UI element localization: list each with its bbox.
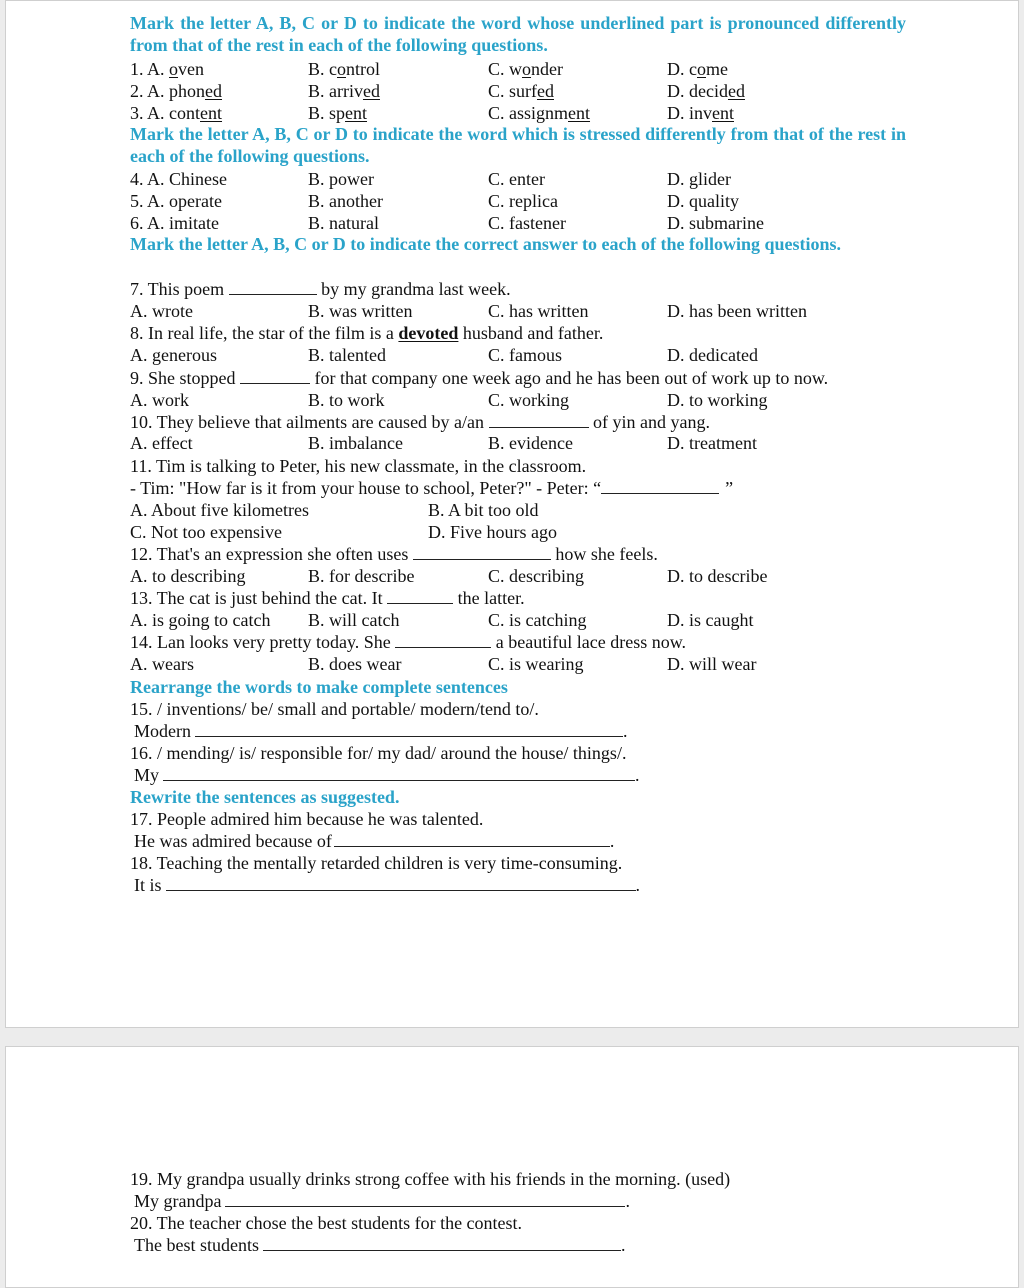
q8-option-d: D. dedicated: [667, 345, 758, 365]
answer-blank[interactable]: [387, 587, 453, 604]
answer-line[interactable]: [225, 1190, 625, 1207]
question-14-options: [130, 653, 930, 675]
q14-option-b: B. does wear: [308, 654, 402, 674]
q4-option-c: C. enter: [488, 169, 545, 189]
question-15-answer: Modern .: [134, 721, 628, 741]
q1-option-a: 1. A. oven: [130, 59, 205, 79]
q4-option-d: D. glider: [667, 169, 731, 189]
q1-option-b: B. control: [308, 59, 380, 79]
q12-option-c: C. describing: [488, 566, 584, 586]
question-20-answer: The best students .: [134, 1235, 626, 1255]
answer-blank[interactable]: [240, 367, 310, 384]
q13-option-d: D. is caught: [667, 610, 754, 630]
q1-option-d: D. come: [667, 59, 728, 79]
question-6: [130, 212, 930, 234]
question-17-stem: 17. People admired him because he was talented.: [130, 809, 484, 829]
q7-option-c: C. has written: [488, 301, 589, 321]
q11-option-b: B. A bit too old: [428, 500, 539, 520]
answer-blank[interactable]: [413, 543, 551, 560]
worksheet-page-2: [5, 1046, 1019, 1288]
question-19-stem: 19. My grandpa usually drinks strong coffee with his friends in the morning. (used): [130, 1169, 731, 1189]
q9-option-c: C. working: [488, 390, 569, 410]
section-heading-stress: Mark the letter A, B, C or D to indicate the word which is stressed differently from that of the rest in each of the following questions.: [130, 124, 906, 166]
answer-blank[interactable]: [601, 477, 719, 494]
q14-option-a: A. wears: [130, 654, 194, 674]
section-heading-rewrite: Rewrite the sentences as suggested.: [130, 787, 400, 807]
question-12-stem: 12. That's an expression she often uses how she feels.: [130, 544, 658, 564]
q12-option-b: B. for describe: [308, 566, 415, 586]
question-10-options: [130, 432, 930, 454]
question-16-answer: My .: [134, 765, 640, 785]
question-7-options: [130, 300, 930, 322]
question-18-stem: 18. Teaching the mentally retarded children is very time-consuming.: [130, 853, 623, 873]
question-8-options: [130, 344, 930, 366]
section-heading-rearrange: Rearrange the words to make complete sentences: [130, 677, 508, 697]
q10-option-d: D. treatment: [667, 433, 757, 453]
q3-option-d: D. invent: [667, 103, 734, 123]
q3-option-b: B. spent: [308, 103, 368, 123]
q2-option-a: 2. A. phoned: [130, 81, 223, 101]
answer-line[interactable]: [166, 874, 636, 891]
question-12-options: [130, 565, 930, 587]
question-4: [130, 168, 930, 190]
q2-option-b: B. arrived: [308, 81, 380, 101]
question-13-options: [130, 609, 930, 631]
q10-option-c: B. evidence: [488, 433, 573, 453]
question-2: [130, 80, 930, 102]
question-3: [130, 102, 930, 124]
answer-blank[interactable]: [489, 411, 589, 428]
question-15-stem: 15. / inventions/ be/ small and portable/ modern/tend to/.: [130, 699, 539, 719]
question-17-answer: He was admired because of .: [134, 831, 615, 851]
q6-option-c: C. fastener: [488, 213, 566, 233]
q14-option-c: C. is wearing: [488, 654, 584, 674]
q3-option-c: C. assignment: [488, 103, 591, 123]
q11-option-a: A. About five kilometres: [130, 500, 309, 520]
q2-option-d: D. decided: [667, 81, 745, 101]
section-heading-pronunciation: Mark the letter A, B, C or D to indicate the word whose underlined part is pronounced differently from that of the rest in each of the following questions.: [130, 13, 906, 55]
q4-option-b: B. power: [308, 169, 374, 189]
q13-option-c: C. is catching: [488, 610, 587, 630]
q11-option-c: C. Not too expensive: [130, 522, 282, 542]
answer-line[interactable]: [195, 720, 623, 737]
question-7-stem: 7. This poem by my grandma last week.: [130, 279, 511, 299]
question-11-dialog: - Tim: "How far is it from your house to school, Peter?" - Peter: “ ”: [130, 478, 734, 498]
q5-option-a: 5. A. operate: [130, 191, 222, 211]
q11-option-d: D. Five hours ago: [428, 522, 557, 542]
q2-option-c: C. surfed: [488, 81, 554, 101]
q6-option-b: B. natural: [308, 213, 379, 233]
question-11-stem: 11. Tim is talking to Peter, his new classmate, in the classroom.: [130, 456, 587, 476]
q13-option-a: A. is going to catch: [130, 610, 271, 630]
question-9-stem: 9. She stopped for that company one week ago and he has been out of work up to now.: [130, 368, 829, 388]
question-19-answer: My grandpa .: [134, 1191, 630, 1211]
q1-option-c: C. wonder: [488, 59, 563, 79]
q8-option-c: C. famous: [488, 345, 562, 365]
q12-option-a: A. to describing: [130, 566, 246, 586]
q7-option-b: B. was written: [308, 301, 413, 321]
q3-option-a: 3. A. content: [130, 103, 223, 123]
q6-option-a: 6. A. imitate: [130, 213, 219, 233]
answer-line[interactable]: [163, 764, 635, 781]
q8-option-b: B. talented: [308, 345, 386, 365]
q9-option-a: A. work: [130, 390, 189, 410]
q5-option-b: B. another: [308, 191, 383, 211]
question-13-stem: 13. The cat is just behind the cat. It the latter.: [130, 588, 525, 608]
worksheet-page-1: [5, 0, 1019, 1028]
q10-option-a: A. effect: [130, 433, 193, 453]
answer-blank[interactable]: [395, 631, 491, 648]
question-20-stem: 20. The teacher chose the best students for the contest.: [130, 1213, 523, 1233]
question-8-stem: 8. In real life, the star of the film is a devoted husband and father.: [130, 323, 604, 343]
q5-option-d: D. quality: [667, 191, 739, 211]
question-5: [130, 190, 930, 212]
q6-option-d: D. submarine: [667, 213, 764, 233]
q7-option-d: D. has been written: [667, 301, 807, 321]
q8-option-a: A. generous: [130, 345, 217, 365]
q12-option-d: D. to describe: [667, 566, 768, 586]
question-1: [130, 58, 930, 80]
q5-option-c: C. replica: [488, 191, 558, 211]
answer-line[interactable]: [334, 830, 610, 847]
q9-option-b: B. to work: [308, 390, 385, 410]
question-9-options: [130, 389, 930, 411]
q13-option-b: B. will catch: [308, 610, 400, 630]
q14-option-d: D. will wear: [667, 654, 757, 674]
question-11-options-cd: [130, 521, 930, 543]
question-16-stem: 16. / mending/ is/ responsible for/ my dad/ around the house/ things/.: [130, 743, 627, 763]
question-11-options-ab: [130, 499, 930, 521]
question-14-stem: 14. Lan looks very pretty today. She a beautiful lace dress now.: [130, 632, 687, 652]
q7-option-a: A. wrote: [130, 301, 193, 321]
q10-option-b: B. imbalance: [308, 433, 403, 453]
question-10-stem: 10. They believe that ailments are caused by a/an of yin and yang.: [130, 412, 711, 432]
q9-option-d: D. to working: [667, 390, 768, 410]
answer-line[interactable]: [263, 1234, 621, 1251]
answer-blank[interactable]: [229, 278, 317, 295]
q4-option-a: 4. A. Chinese: [130, 169, 227, 189]
section-heading-multiple-choice: Mark the letter A, B, C or D to indicate the correct answer to each of the following questions.: [130, 234, 842, 254]
question-18-answer: It is .: [134, 875, 641, 895]
